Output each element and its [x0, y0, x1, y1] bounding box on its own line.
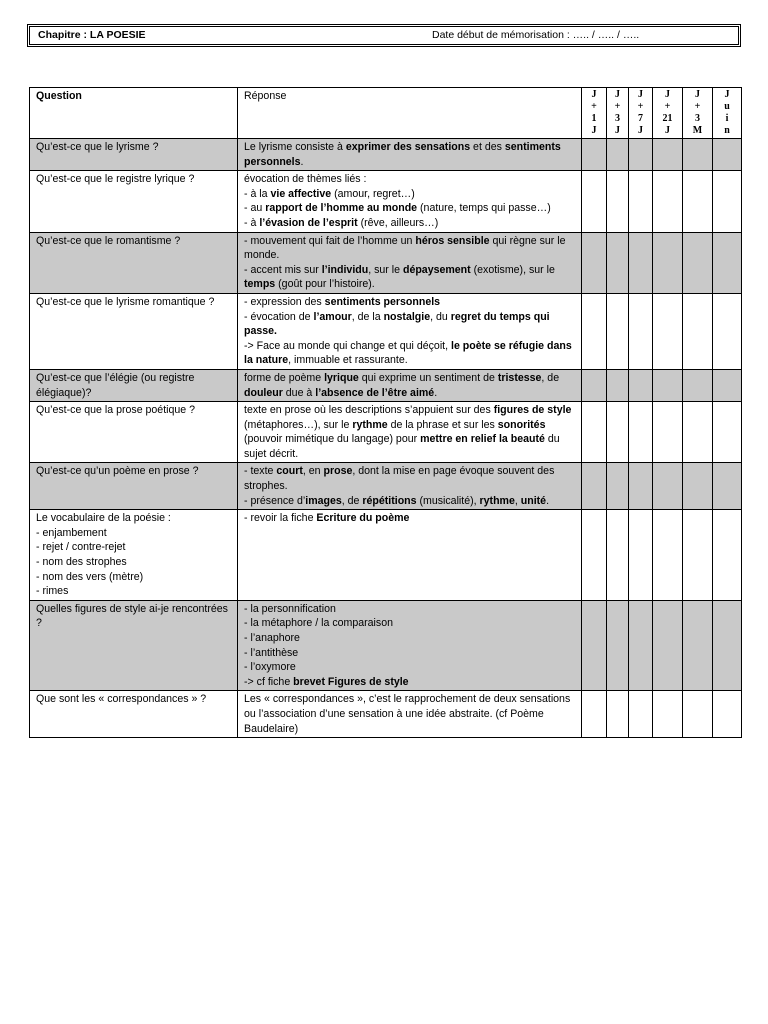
answer-text: et des — [470, 141, 505, 153]
check-column-letter: 1 — [591, 113, 597, 124]
answer-text: - l’anaphore — [244, 632, 300, 644]
review-checkbox-cell[interactable] — [582, 171, 607, 232]
answer-bold-text: héros sensible — [415, 234, 490, 247]
answer-cell — [238, 369, 582, 401]
review-checkbox-cell[interactable] — [683, 171, 713, 232]
column-header-juin — [713, 88, 742, 139]
answer-text: , du — [430, 310, 451, 323]
answer-text: -> Face au monde qui change et qui déçoit, — [244, 339, 452, 352]
check-column-letter: + — [637, 101, 644, 112]
check-column-letter: + — [614, 101, 621, 112]
answer-line — [244, 511, 575, 526]
review-checkbox-cell[interactable] — [683, 139, 713, 171]
answer-text: , sur le — [368, 263, 403, 276]
review-checkbox-cell[interactable] — [713, 293, 742, 369]
answer-text: - à la — [244, 187, 271, 200]
review-checkbox-cell[interactable] — [653, 600, 683, 691]
answer-cell — [238, 510, 582, 601]
review-checkbox-cell[interactable] — [653, 232, 683, 293]
check-column-letter: J — [695, 89, 700, 100]
review-checkbox-cell[interactable] — [683, 600, 713, 691]
answer-text: - présence d’ — [244, 494, 306, 507]
check-column-letter: 3 — [695, 113, 700, 124]
review-checkbox-cell[interactable] — [713, 232, 742, 293]
answer-bold-text: rythme — [479, 494, 515, 507]
review-checkbox-cell[interactable] — [653, 171, 683, 232]
answer-bold-text: sonorités — [497, 418, 546, 431]
answer-bold-text: tristesse — [497, 371, 542, 384]
review-checkbox-cell[interactable] — [713, 691, 742, 738]
review-checkbox-cell[interactable] — [653, 293, 683, 369]
answer-text: - évocation de — [244, 310, 314, 323]
answer-text: . — [300, 155, 304, 168]
answer-cell — [238, 139, 582, 171]
question-cell: Qu’est-ce que le romantisme ? — [30, 232, 238, 293]
answer-text: , dont la mise en page évoque souvent des strophes. — [244, 465, 555, 493]
answer-line — [244, 371, 575, 400]
answer-text: - mouvement qui fait de l’homme un — [244, 234, 416, 247]
question-line: - rimes — [36, 585, 69, 598]
answer-line — [244, 172, 575, 187]
review-checkbox-cell[interactable] — [582, 139, 607, 171]
answer-bold-text: l’amour — [313, 310, 352, 323]
question-line: - enjambement — [36, 526, 107, 539]
answer-text: - au — [244, 202, 266, 215]
review-checkbox-cell[interactable] — [629, 402, 653, 463]
check-column-letter: J — [665, 125, 670, 136]
answer-line — [244, 646, 575, 661]
answer-bold-text: nostalgie — [383, 310, 431, 323]
check-column-letter: + — [664, 101, 671, 112]
review-checkbox-cell[interactable] — [683, 463, 713, 510]
answer-text: qui exprime un sentiment de — [358, 371, 498, 384]
review-checkbox-cell[interactable] — [713, 600, 742, 691]
answer-text: (goût pour l’histoire). — [275, 278, 375, 291]
review-checkbox-cell[interactable] — [653, 463, 683, 510]
table-header-row — [30, 88, 742, 139]
answer-bold-text: l’évasion de l’esprit — [259, 216, 358, 229]
answer-text: évocation de thèmes liés : — [244, 173, 367, 186]
review-checkbox-cell[interactable] — [607, 369, 629, 401]
question-cell: Qu’est-ce qu’un poème en prose ? — [30, 463, 238, 510]
answer-bold-text: brevet Figures de style — [293, 675, 409, 688]
question-line: - nom des strophes — [36, 556, 127, 569]
answer-cell — [238, 171, 582, 232]
review-checkbox-cell[interactable] — [607, 293, 629, 369]
table-row — [30, 293, 742, 369]
review-checkbox-cell[interactable] — [607, 402, 629, 463]
check-column-letter: u — [724, 101, 730, 112]
answer-text: , en — [302, 465, 324, 478]
table-row — [30, 369, 742, 401]
review-checkbox-cell[interactable] — [629, 691, 653, 738]
answer-bold-text: figures de style — [493, 404, 572, 417]
question-cell: Qu’est-ce que le lyrisme romantique ? — [30, 293, 238, 369]
answer-line — [244, 201, 575, 216]
answer-text: . — [434, 386, 438, 399]
answer-text: qui règne sur le monde. — [244, 234, 566, 262]
review-checkbox-cell[interactable] — [582, 402, 607, 463]
answer-line — [244, 464, 575, 493]
answer-text: (métaphores…), sur le — [244, 418, 353, 431]
review-checkbox-cell[interactable] — [582, 600, 607, 691]
answer-text: (rêve, ailleurs…) — [357, 216, 439, 229]
review-checkbox-cell[interactable] — [653, 369, 683, 401]
answer-text: Le lyrisme consiste à — [244, 141, 346, 153]
check-column-letter: M — [692, 125, 703, 136]
chapter-title: Chapitre : LA POESIE — [38, 29, 146, 41]
check-column-letter: J — [638, 125, 643, 136]
table-row — [30, 463, 742, 510]
answer-text: , de — [541, 371, 560, 384]
answer-bold-text: lyrique — [324, 371, 359, 384]
table-row — [30, 171, 742, 232]
question-cell: Qu’est-ce que le lyrisme ? — [30, 139, 238, 171]
answer-text: (exotisme), sur le — [470, 263, 555, 276]
review-checkbox-cell[interactable] — [713, 510, 742, 601]
column-header-reponse: Réponse — [238, 88, 582, 139]
review-checkbox-cell[interactable] — [683, 293, 713, 369]
answer-line — [244, 660, 575, 675]
column-header-question: Question — [30, 88, 238, 139]
review-checkbox-cell[interactable] — [713, 171, 742, 232]
answer-text: - l’antithèse — [244, 646, 299, 659]
answer-line — [244, 616, 575, 631]
check-column-letter: J — [591, 89, 597, 100]
answer-line — [244, 494, 575, 509]
review-checkbox-cell[interactable] — [683, 369, 713, 401]
answer-bold-text: court — [276, 465, 303, 478]
answer-bold-text: vie affective — [270, 187, 332, 200]
answer-text: (nature, temps qui passe…) — [417, 202, 551, 215]
review-checkbox-cell[interactable] — [582, 232, 607, 293]
review-checkbox-cell[interactable] — [683, 510, 713, 601]
answer-text: - l’oxymore — [244, 661, 296, 674]
answer-text: - revoir la fiche — [244, 512, 317, 525]
review-checkbox-cell[interactable] — [607, 171, 629, 232]
answer-text: due à — [282, 386, 316, 399]
review-checkbox-cell[interactable] — [582, 691, 607, 738]
check-column-letter: J — [665, 89, 670, 100]
check-column-letter: + — [591, 101, 597, 112]
answer-text: - la personnification — [244, 602, 336, 615]
review-checkbox-cell[interactable] — [607, 139, 629, 171]
answer-text: de la phrase et sur les — [387, 418, 498, 431]
answer-line — [244, 602, 575, 617]
answer-text: texte en prose où les descriptions s’appuient sur des — [244, 404, 494, 417]
table-row — [30, 691, 742, 738]
check-column-letter: J — [724, 89, 730, 100]
answer-text: , — [514, 494, 521, 507]
answer-text: , de la — [351, 310, 384, 323]
review-checkbox-cell[interactable] — [653, 402, 683, 463]
review-checkbox-cell[interactable] — [713, 463, 742, 510]
answer-bold-text: rapport de l’homme au monde — [265, 202, 418, 215]
answer-line — [244, 187, 575, 202]
review-checkbox-cell[interactable] — [629, 369, 653, 401]
table-row — [30, 510, 742, 601]
answer-line — [244, 310, 575, 339]
answer-bold-text: l’absence de l’être aimé — [315, 386, 435, 399]
review-checkbox-cell[interactable] — [629, 293, 653, 369]
review-checkbox-cell[interactable] — [683, 232, 713, 293]
review-checkbox-cell[interactable] — [582, 463, 607, 510]
answer-cell — [238, 691, 582, 738]
table-row — [30, 139, 742, 171]
answer-text: du sujet décrit. — [244, 433, 560, 460]
answer-cell — [238, 402, 582, 463]
check-column-letter: n — [724, 125, 730, 136]
answer-bold-text: temps — [244, 278, 276, 291]
check-column-letter: 21 — [662, 113, 673, 124]
column-header-j3m — [683, 88, 713, 139]
answer-bold-text: unité — [520, 494, 547, 507]
answer-line — [244, 631, 575, 646]
answer-bold-text: Ecriture du poème — [316, 512, 410, 525]
question-cell — [30, 510, 238, 601]
answer-bold-text: rythme — [352, 418, 388, 431]
answer-line — [244, 234, 575, 263]
memorisation-date-label: Date début de mémorisation : ….. / ….. / ….. — [432, 29, 640, 41]
check-column-letter: 7 — [638, 113, 643, 124]
review-checkbox-cell[interactable] — [653, 510, 683, 601]
review-checkbox-cell[interactable] — [653, 139, 683, 171]
answer-bold-text: le poète se réfugie dans la nature — [244, 339, 572, 367]
review-checkbox-cell[interactable] — [582, 293, 607, 369]
answer-bold-text: douleur — [244, 386, 283, 399]
answer-text: - la métaphore / la comparaison — [244, 617, 393, 630]
review-checkbox-cell[interactable] — [607, 510, 629, 601]
answer-text: forme de poème — [244, 371, 325, 384]
answer-text: (pouvoir mimétique du langage) pour — [244, 433, 421, 446]
answer-bold-text: images — [305, 494, 342, 507]
answer-text: -> cf fiche — [244, 675, 294, 688]
answer-line — [244, 263, 575, 292]
answer-text: - expression des — [244, 295, 325, 308]
answer-line — [244, 295, 575, 310]
question-line: Le vocabulaire de la poésie : — [36, 512, 171, 525]
review-checkbox-cell[interactable] — [653, 691, 683, 738]
check-column-letter: J — [615, 89, 620, 100]
answer-text: - à — [244, 216, 260, 229]
check-column-letter: 3 — [615, 113, 620, 124]
check-column-letter: J — [615, 125, 620, 136]
review-checkbox-cell[interactable] — [582, 369, 607, 401]
check-column-letter: J — [638, 89, 643, 100]
question-cell: Qu’est-ce que l’élégie (ou registre élégiaque)? — [30, 369, 238, 401]
column-header-j1 — [582, 88, 607, 139]
answer-bold-text: prose — [323, 465, 353, 478]
answer-text: Les « correspondances », c’est le rapprochement de deux sensations ou l’association d’une sensation à une idée abstraite. (cf Poème Baudelaire) — [244, 693, 571, 735]
header-box — [29, 26, 739, 45]
review-checkbox-cell[interactable] — [683, 691, 713, 738]
review-checkbox-cell[interactable] — [629, 171, 653, 232]
answer-text: , immuable et rassurante. — [288, 354, 408, 367]
table-row — [30, 402, 742, 463]
question-cell: Qu’est-ce que le registre lyrique ? — [30, 171, 238, 232]
answer-text: (musicalité), — [416, 494, 480, 507]
review-checkbox-cell[interactable] — [607, 232, 629, 293]
answer-bold-text: sentiments personnels — [244, 141, 561, 168]
review-checkbox-cell[interactable] — [629, 463, 653, 510]
answer-cell — [238, 232, 582, 293]
answer-bold-text: dépaysement — [402, 263, 471, 276]
review-checkbox-cell[interactable] — [607, 600, 629, 691]
answer-bold-text: mettre en relief la beauté — [420, 433, 545, 446]
answer-text: (amour, regret…) — [331, 187, 415, 200]
answer-line — [244, 403, 575, 461]
check-column-letter: i — [725, 113, 729, 124]
check-column-letter: J — [591, 125, 597, 136]
question-cell: Qu’est-ce que la prose poétique ? — [30, 402, 238, 463]
answer-text: - texte — [244, 465, 277, 478]
question-cell: Que sont les « correspondances » ? — [30, 691, 238, 738]
answer-text: - accent mis sur — [244, 263, 322, 276]
answer-cell — [238, 293, 582, 369]
answer-bold-text: répétitions — [362, 494, 417, 507]
review-checkbox-cell[interactable] — [629, 510, 653, 601]
table-row — [30, 600, 742, 691]
review-checkbox-cell[interactable] — [582, 510, 607, 601]
answer-line — [244, 339, 575, 368]
answer-bold-text: regret du temps qui passe. — [244, 310, 550, 338]
review-checkbox-cell[interactable] — [713, 369, 742, 401]
question-line: - rejet / contre-rejet — [36, 541, 126, 554]
review-checkbox-cell[interactable] — [629, 139, 653, 171]
revision-table — [29, 87, 742, 738]
review-checkbox-cell[interactable] — [713, 402, 742, 463]
review-checkbox-cell[interactable] — [629, 600, 653, 691]
answer-bold-text: l’individu — [321, 263, 369, 276]
question-cell: Quelles figures de style ai-je rencontrées ? — [30, 600, 238, 691]
table-row — [30, 232, 742, 293]
column-header-j3 — [607, 88, 629, 139]
check-column-letter: + — [694, 101, 701, 112]
answer-text: . — [546, 494, 550, 507]
answer-line — [244, 675, 575, 690]
table-body — [30, 139, 742, 738]
answer-text: , de — [341, 494, 363, 507]
answer-line — [244, 140, 575, 169]
answer-cell — [238, 463, 582, 510]
review-checkbox-cell[interactable] — [713, 139, 742, 171]
answer-line — [244, 692, 575, 736]
question-line: - nom des vers (mètre) — [36, 570, 144, 583]
review-checkbox-cell[interactable] — [629, 232, 653, 293]
answer-cell — [238, 600, 582, 691]
answer-bold-text: exprimer des sensations — [345, 141, 471, 153]
column-header-j21 — [653, 88, 683, 139]
answer-bold-text: sentiments personnels — [324, 295, 441, 308]
column-header-j7 — [629, 88, 653, 139]
review-checkbox-cell[interactable] — [607, 463, 629, 510]
review-checkbox-cell[interactable] — [683, 402, 713, 463]
review-checkbox-cell[interactable] — [607, 691, 629, 738]
answer-line — [244, 216, 575, 231]
